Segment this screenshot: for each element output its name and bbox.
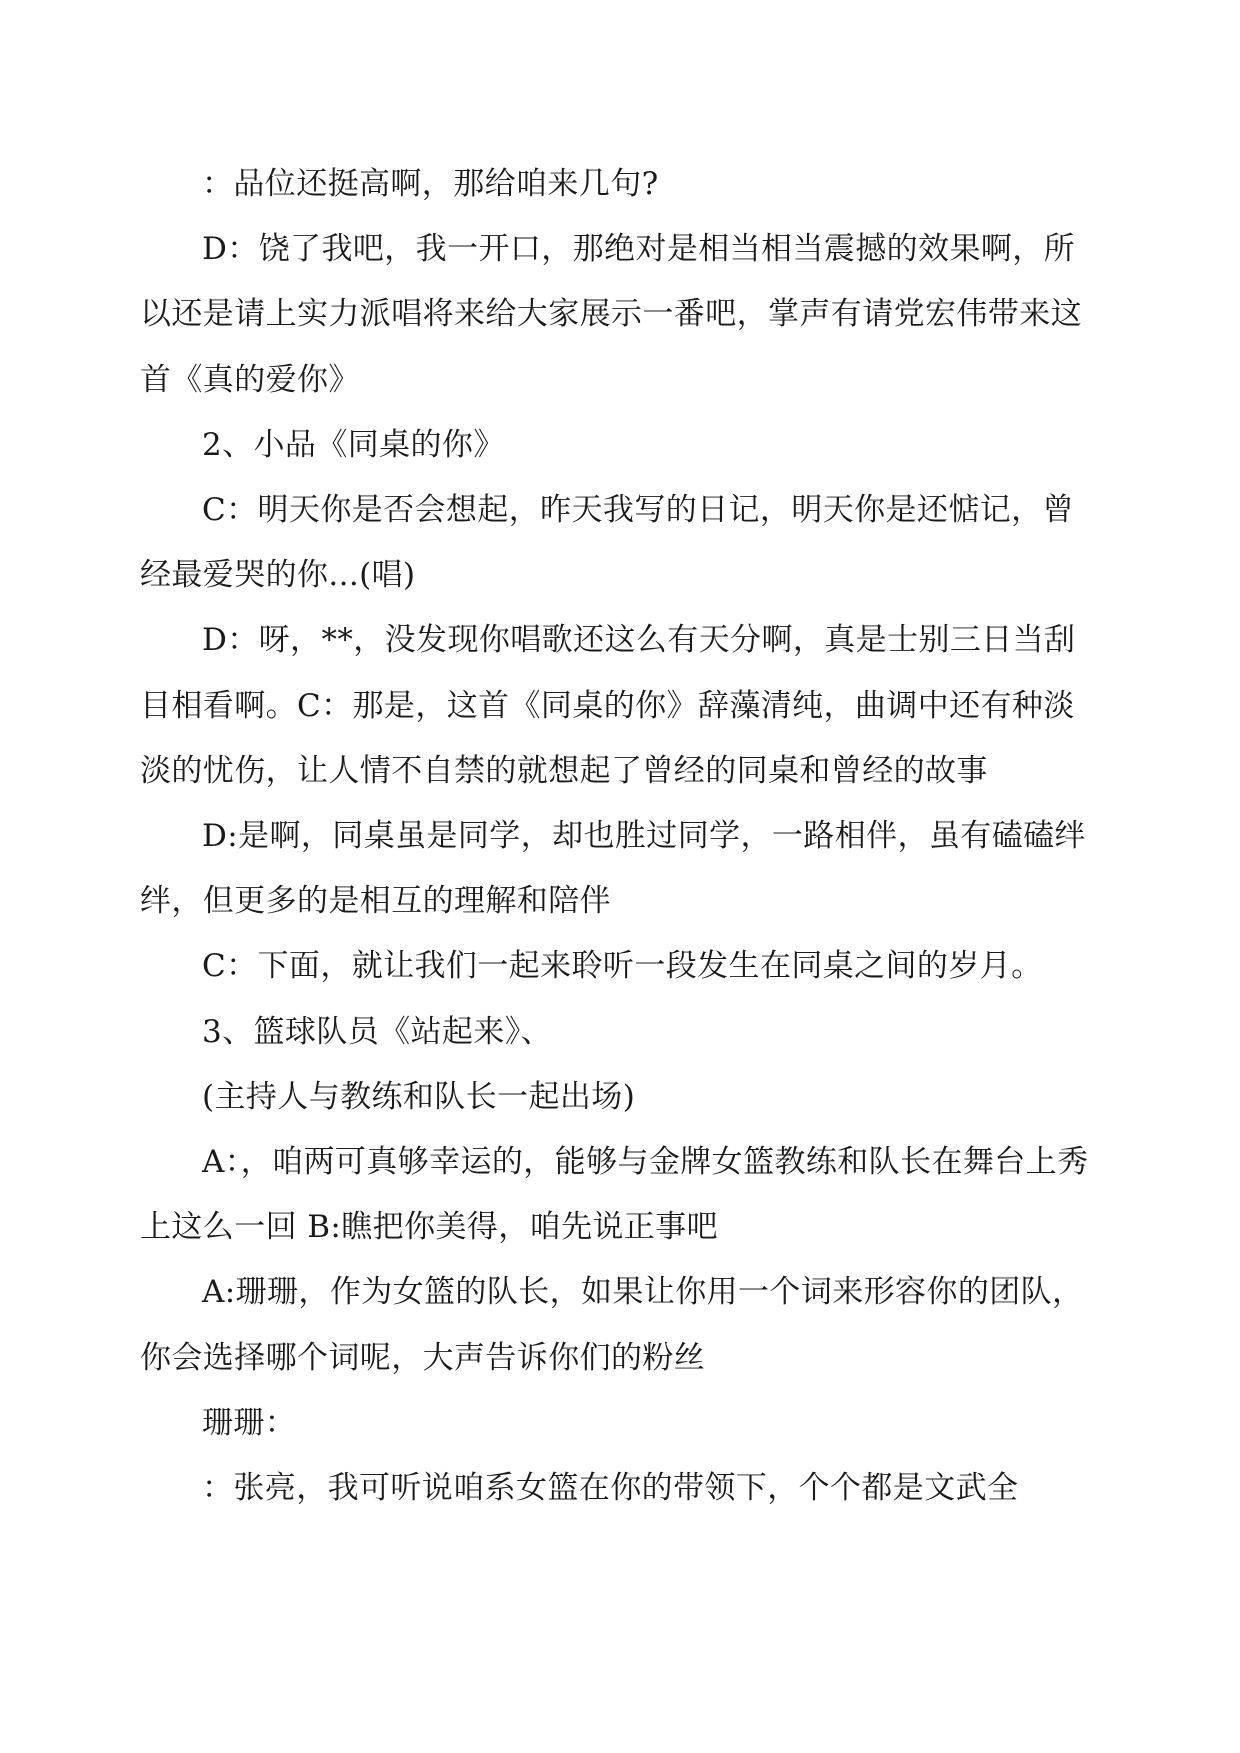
paragraph: 珊珊： <box>202 1404 297 1441</box>
stage-direction: (主持人与教练和队长一起出场) <box>202 1078 636 1115</box>
paragraph: D：呀，**，没发现你唱歌还这么有天分啊，真是士别三日当刮目相看啊。C：那是，这首《同桌的你》辞藻清纯，曲调中还有种淡淡的忧伤，让人情不自禁的就想起了曾经的同桌和曾经的故事 <box>140 622 1076 789</box>
section-heading: 3、篮球队员《站起来》、 <box>202 1013 553 1050</box>
paragraph: C：下面，就让我们一起来聆听一段发生在同桌之间的岁月。 <box>202 948 1043 985</box>
paragraph: D：饶了我吧，我一开口，那绝对是相当相当震撼的效果啊，所以还是请上实力派唱将来给大家展示一番吧，掌声有请党宏伟带来这首《真的爱你》 <box>140 231 1082 398</box>
section-heading: 2、小品《同桌的你》 <box>202 426 505 463</box>
paragraph: A:珊珊，作为女篮的队长，如果让你用一个词来形容你的团队，你会选择哪个词呢，大声告诉你们的粉丝 <box>140 1274 1084 1376</box>
paragraph: ：品位还挺高啊，那给咱来几句? <box>202 166 659 202</box>
paragraph: D:是啊，同桌虽是同学，却也胜过同学，一路相伴，虽有磕磕绊绊，但更多的是相互的理解和陪伴 <box>140 818 1086 920</box>
paragraph: C：明天你是否会想起，昨天我写的日记，明天你是还惦记，曾经最爱哭的你...(唱) <box>140 492 1074 594</box>
paragraph: A：，咱两可真够幸运的，能够与金牌女篮教练和队长在舞台上秀上这么一回 B:瞧把你美得，咱先说正事吧 <box>140 1144 1089 1246</box>
document-body <box>140 152 1100 1521</box>
paragraph: ：张亮，我可听说咱系女篮在你的带领下，个个都是文武全 <box>202 1470 1019 1507</box>
